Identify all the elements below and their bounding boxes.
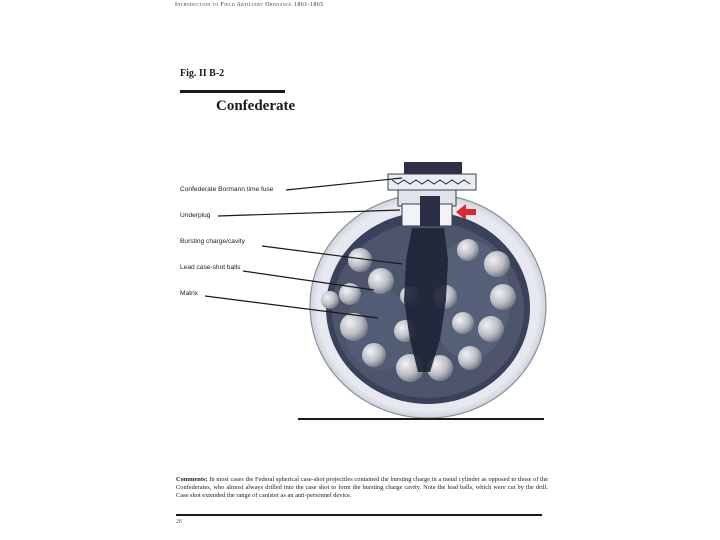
running-head: Introduction to Field Artillery Ordnance 1861-1865: [175, 2, 324, 8]
footer-rule: [176, 514, 542, 516]
callout-lead-balls: Lead case-shot balls: [180, 264, 241, 271]
figure-label: Fig. II B-2: [180, 68, 225, 79]
comments-heading: Comments:: [176, 476, 208, 483]
comments-body: In most cases the Federal spherical case-shot projectiles contained the bursting charge in a metal cylinder as opposed to those of the Confederates, who almost always drilled into the case shot to form the bursting charge cavity. Note the lead balls, which were cut by the drill. Case shot extended the range of canister as an anti-personnel device.: [176, 476, 548, 500]
callout-underplug: Underplug: [180, 212, 211, 219]
callout-bormann-fuse: Confederate Bormann time fuse: [180, 186, 274, 193]
callout-bursting-charge: Bursting charge/cavity: [180, 238, 245, 245]
figure-bottom-rule: [298, 418, 544, 420]
figure-title: Confederate: [216, 98, 296, 114]
page-number: 26: [176, 519, 182, 525]
callout-matrix: Matrix: [180, 290, 198, 297]
comments-paragraph: [176, 476, 548, 501]
